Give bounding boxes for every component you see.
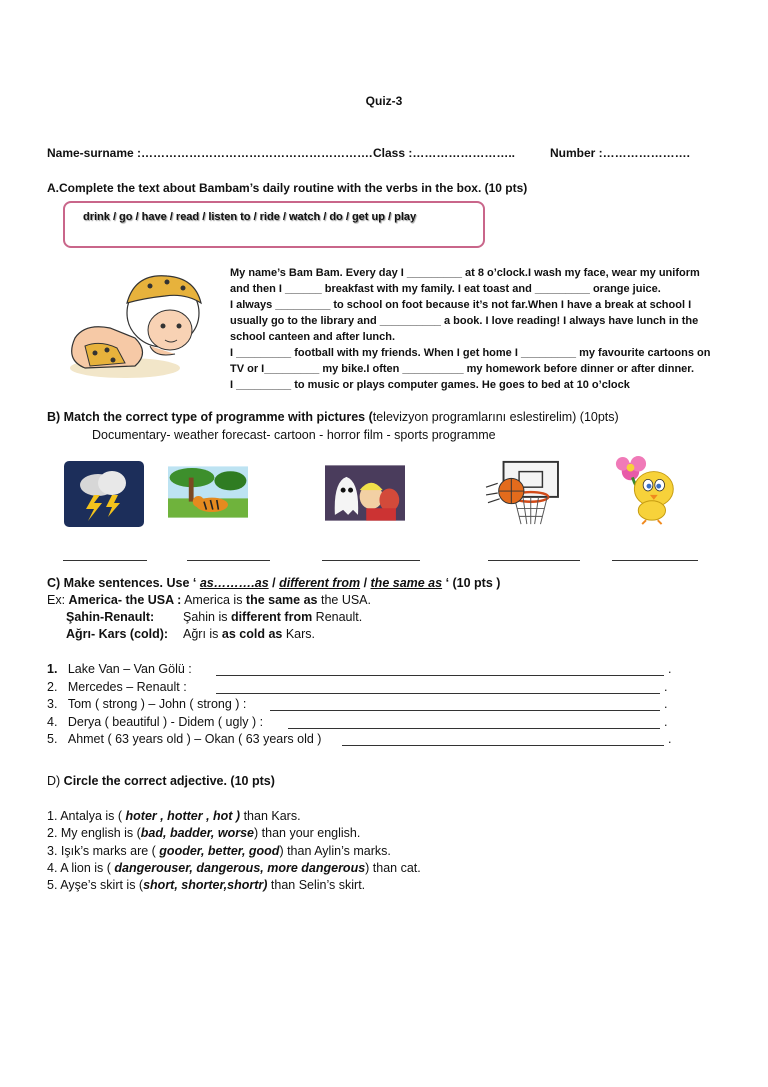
name-field-label: Name-surname :…………………………………………………. [47,146,373,160]
verb-box [63,201,485,248]
section-d-heading: D) Circle the correct adjective. (10 pts) [47,774,275,788]
weather-storm-picture [64,459,144,529]
answer-blank-1[interactable] [63,560,147,561]
paragraph-line: usually go to the library and __________ a book. I love reading! I always have lunch in the [230,315,699,327]
answer-blank-3[interactable] [322,560,420,561]
number-field-label: Number :…………………. [550,146,691,160]
programme-options: Documentary- weather forecast- cartoon - horror film - sports programme [92,428,496,442]
paragraph-line: I always _________ to school on foot because it’s not far.When I have a break at school I [230,299,692,311]
sentence-blank-4[interactable] [288,716,660,729]
example-3: Ağrı- Kars (cold): [66,627,169,641]
sentence-blank-3[interactable] [270,698,660,711]
paragraph-line: I _________ football with my friends. When I get home I _________ my favourite cartoons on [230,347,711,359]
adjective-item-2: 2. My english is (bad, badder, worse) than your english. [47,826,361,840]
answer-blank-4[interactable] [488,560,580,561]
paragraph-line: TV or I_________ my bike.I often __________ my homework before dinner or after dinner. [230,363,695,375]
answer-blank-2[interactable] [187,560,270,561]
example-3-answer: Ağrı is as cold as Kars. [183,627,316,641]
sentence-item-5: 5. Ahmet ( 63 years old ) – Okan ( 63 years old ) [47,732,322,746]
paragraph-line: I _________ to music or plays computer games. He goes to bed at 10 o’clock [230,379,630,391]
tiger-documentary-picture [168,457,248,527]
example-2: Şahin-Renault: [66,610,155,624]
answer-blank-5[interactable] [612,560,698,561]
basketball-sports-picture [482,458,562,528]
sentence-blank-5[interactable] [342,733,664,746]
sentence-blank-1[interactable] [216,663,664,676]
adjective-item-5: 5. Ayşe’s skirt is (short, shorter,shortr) than Selin’s skirt. [47,878,366,892]
example-1: Ex: America- the USA : America is the same as the USA. [47,593,371,607]
sentence-blank-2[interactable] [216,681,660,694]
class-field-label: Class :…………………….. [373,146,516,160]
sentence-item-2: 2. Mercedes – Renault : [47,680,187,694]
section-c-heading: C) Make sentences. Use ‘ as……….as / different from / the same as ‘ (10 pts ) [47,576,501,590]
quiz-title: Quiz-3 [365,94,403,108]
adjective-item-1: 1. Antalya is ( hoter , hotter , hot ) than Kars. [47,809,301,823]
section-b-heading: B) Match the correct type of programme with pictures (televizyon programlarını eslestirelim) (10pts) [47,410,619,424]
bambam-illustration [55,268,205,383]
sentence-item-3: 3. Tom ( strong ) – John ( strong ) : [47,697,247,711]
bambam-paragraph [230,265,750,393]
sentence-item-4: 4. Derya ( beautiful ) - Didem ( ugly ) : [47,715,264,729]
paragraph-line: school canteen and after lunch. [230,331,396,343]
verb-list: drink / go / have / read / listen to / ride / watch / do / get up / play [83,211,417,223]
paragraph-line: and then I ______ breakfast with my family. I eat toast and _________ orange juice. [230,283,661,295]
paragraph-line: My name’s Bam Bam. Every day I _________ at 8 o’clock.I wash my face, wear my uniform [230,267,700,279]
tweety-cartoon-picture [608,456,688,526]
adjective-item-4: 4. A lion is ( dangerouser, dangerous, more dangerous) than cat. [47,861,421,875]
section-a-heading: A.Complete the text about Bambam’s daily routine with the verbs in the box. (10 pts) [47,181,528,195]
example-2-answer: Şahin is different from Renault. [183,610,363,624]
sentence-item-1: 1. Lake Van – Van Gölü : [47,662,192,676]
adjective-item-3: 3. Işık’s marks are ( gooder, better, good) than Aylin’s marks. [47,844,391,858]
horror-cartoon-picture [325,458,405,528]
